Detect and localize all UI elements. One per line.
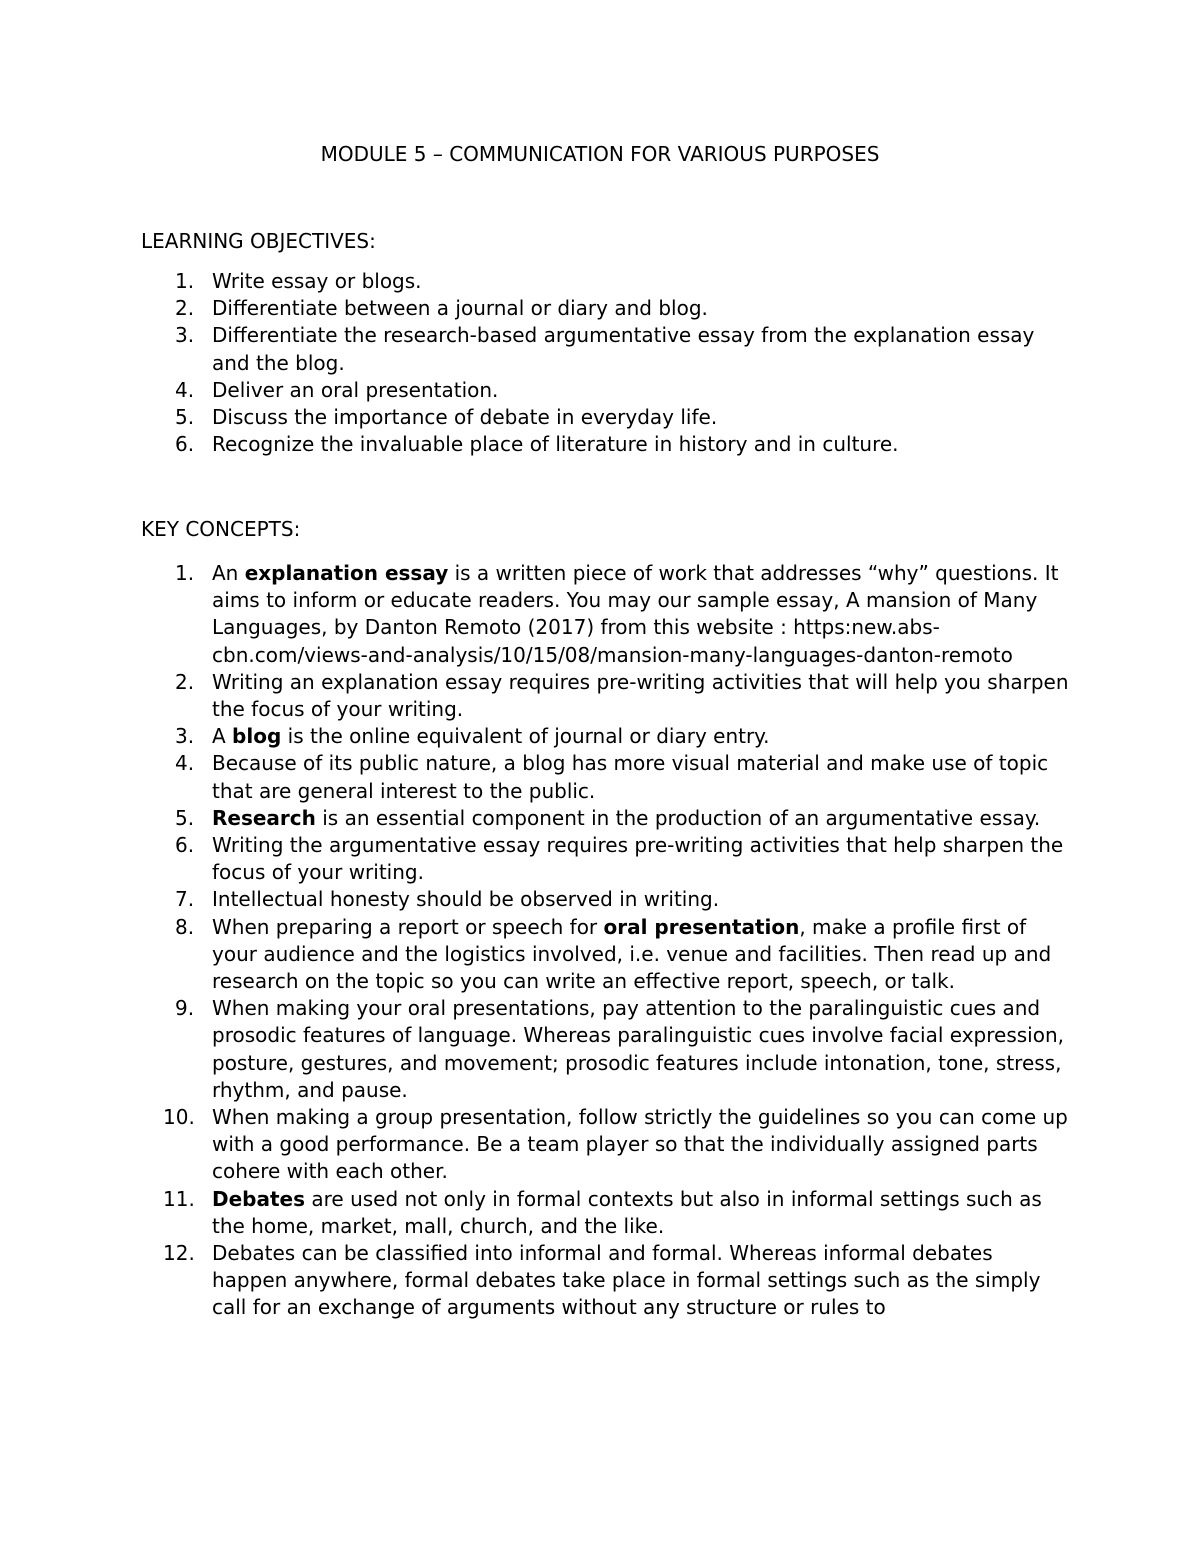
item-number: 6. (175, 432, 195, 457)
item-number: 5. (175, 405, 195, 430)
list-item (0, 886, 1072, 913)
item-text: Write essay or blogs. (212, 269, 422, 293)
item-text-pre: An (212, 561, 245, 585)
item-text-pre: Intellectual honesty should be observed in writing. (212, 887, 720, 912)
list-item (0, 914, 1072, 996)
item-number: 3. (175, 724, 195, 749)
item-text-pre: Because of its public nature, a blog has more visual material and make use of topic that are general interest to the public. (212, 751, 1049, 803)
item-text-bold: blog (232, 724, 282, 749)
item-text: Deliver an oral presentation. (212, 377, 499, 402)
item-number: 9. (175, 996, 195, 1021)
item-number: 5. (175, 805, 195, 830)
item-number: 3. (175, 323, 195, 348)
item-text-post: are used not only in formal contexts but also in informal settings such as the home, market, mall, church, and the like. (212, 1186, 1042, 1238)
list-item (0, 669, 1072, 723)
learning-objectives-list (0, 268, 1072, 458)
item-number: 4. (175, 377, 195, 402)
list-item (0, 404, 1072, 431)
item-text: Recognize the invaluable place of literature in history and in culture. (212, 432, 899, 457)
list-item (0, 1186, 1072, 1240)
item-number: 6. (175, 833, 195, 858)
item-text: Discuss the importance of debate in everyday life. (212, 405, 718, 430)
item-text-pre: When making a group presentation, follow strictly the guidelines so you can come up with a good performance. Be a team player so that the individually assigned parts cohere with each other. (212, 1105, 1068, 1184)
item-text-bold: explanation essay (244, 561, 449, 585)
item-text: Differentiate between a journal or diary and blog. (212, 296, 708, 321)
list-item (0, 431, 1072, 458)
item-number: 2. (175, 669, 195, 694)
item-text-pre: When preparing a report or speech for (212, 914, 604, 939)
item-text-pre: A (212, 724, 233, 749)
key-concepts-list (0, 560, 1072, 1322)
item-number: 10. (163, 1105, 195, 1130)
list-item (0, 1104, 1072, 1186)
document-title: MODULE 5 – COMMUNICATION FOR VARIOUS PURPOSES (320, 142, 880, 166)
item-number: 12. (163, 1241, 195, 1266)
item-text-pre: Writing an explanation essay requires pre-writing activities that will help you sharpen the focus of your writing. (212, 669, 1069, 722)
item-number: 11. (163, 1186, 195, 1211)
list-item (0, 268, 1072, 295)
item-text-bold: Debates (212, 1186, 306, 1211)
item-text-post: , make a profile first of your audience and the logistics involved, i.e. venue and facilities. Then read up and research on the topic so you can write an effective report, speech, or talk. (212, 914, 1052, 994)
item-text-post: is a written piece of work that addresses “why” questions. It aims to inform or educate readers. You may our sample essay, A mansion of Many Languages, by Danton Remoto (2017) from this website : https:new.abs-cbn.com/views-and-analysis/10/15/08/mansion-many-languages-danton-remoto (212, 561, 1059, 667)
item-text-bold: Research (212, 805, 316, 830)
item-text: Differentiate the research-based argumentative essay from the explanation essay and the blog. (212, 323, 1035, 375)
item-text-pre: Debates can be classified into informal and formal. Whereas informal debates happen anywhere, formal debates take place in formal settings such as the simply call for an exchange of arguments without any structure or rules to (212, 1241, 1041, 1320)
item-text-post: is the online equivalent of journal or diary entry. (281, 724, 770, 749)
item-number: 4. (175, 751, 195, 776)
list-item (0, 832, 1072, 886)
list-item (0, 322, 1042, 376)
list-item (0, 1240, 1072, 1322)
item-text-pre: Writing the argumentative essay requires pre-writing activities that help sharpen the focus of your writing. (212, 833, 1064, 885)
item-number: 7. (175, 887, 195, 912)
item-text-bold: oral presentation (603, 914, 800, 939)
item-text-post: is an essential component in the production of an argumentative essay. (315, 805, 1041, 830)
list-item (0, 995, 1072, 1104)
item-number: 1. (175, 561, 195, 585)
item-text-pre: When making your oral presentations, pay attention to the paralinguistic cues and prosodic features of language. Whereas paralinguistic cues involve facial expression, posture, gestures, and movement; prosodic features include intonation, tone, stress, rhythm, and pause. (212, 996, 1064, 1102)
list-item (0, 805, 1072, 832)
item-number: 2. (175, 296, 195, 321)
list-item (0, 295, 1072, 322)
learning-objectives-heading: LEARNING OBJECTIVES: (141, 229, 376, 253)
item-number: 8. (175, 914, 195, 939)
list-item (0, 560, 1072, 669)
list-item (0, 377, 1072, 404)
list-item (0, 723, 1072, 750)
item-number: 1. (175, 269, 195, 293)
key-concepts-heading: KEY CONCEPTS: (141, 517, 301, 541)
list-item (0, 750, 1072, 804)
